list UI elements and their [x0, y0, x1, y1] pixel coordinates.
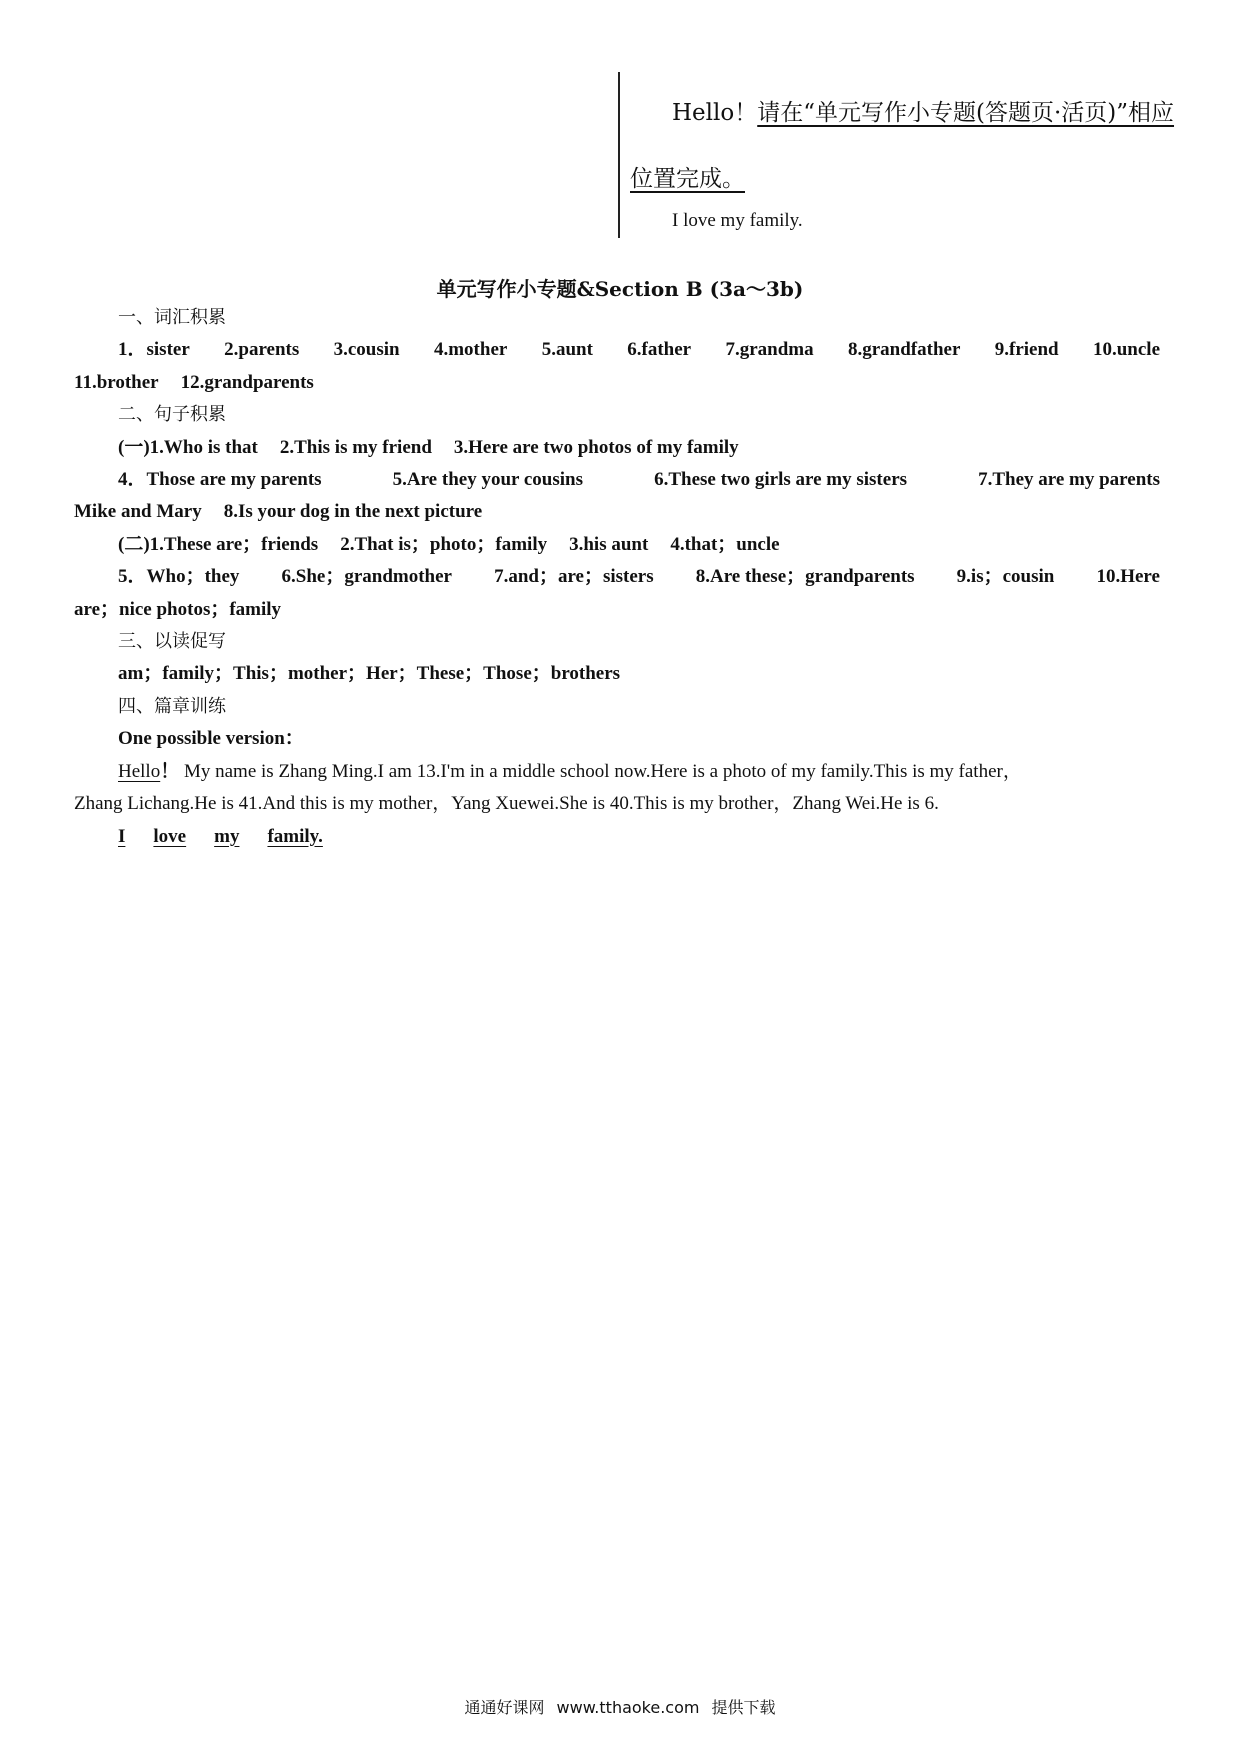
sentence-item: 9.is；cousin	[956, 566, 1055, 588]
section2-line6: are；nice photos；family	[74, 598, 282, 620]
sentence-item: (一)1.Who is that	[118, 436, 258, 458]
vocab-item: 7.grandma	[725, 339, 814, 361]
top-note-closing: I love my family.	[672, 210, 803, 231]
section2-part2	[74, 529, 1160, 561]
top-note-hello: Hello！	[672, 100, 758, 126]
sentence-item: 4．Those are my parents	[118, 469, 322, 491]
essay-line-1	[74, 756, 1160, 788]
closing-word: love	[153, 825, 187, 847]
sentence-item: 5．Who；they	[118, 566, 240, 588]
section1-heading: 一、词汇积累	[118, 307, 226, 328]
sentence-item: 6.These two girls are my sisters	[654, 469, 908, 491]
footer-site-name: 通通好课网	[464, 1698, 545, 1717]
vocab-item: 3.cousin	[333, 339, 400, 361]
section1-items-2	[74, 367, 1160, 399]
page-title: 单元写作小专题&Section B (3a～3b)	[436, 277, 804, 301]
sentence-item: 2.This is my friend	[279, 436, 432, 458]
sentence-item: 6.She；grandmother	[281, 566, 452, 588]
vocab-item: 10.uncle	[1092, 339, 1160, 361]
sentence-item: 8.Are these；grandparents	[695, 566, 915, 588]
section4-heading: 四、篇章训练	[118, 695, 226, 717]
version-label: One possible version：	[118, 728, 304, 750]
top-note-line-1	[672, 94, 1174, 127]
essay-hello: Hello	[118, 760, 161, 782]
section3-heading: 三、以读促写	[118, 631, 226, 653]
section3-answers: am；family；This；mother；Her；These；Those；brothers	[118, 663, 621, 685]
vocab-item: 11.brother	[74, 371, 159, 393]
footer-tail: 提供下载	[711, 1698, 776, 1717]
top-note-instruction-b: 位置完成。	[630, 166, 745, 192]
closing-word: I	[118, 825, 126, 847]
vocab-item: 2.parents	[224, 339, 300, 361]
vocab-item: 4.mother	[433, 339, 508, 361]
vocab-item: 12.grandparents	[180, 371, 314, 393]
sentence-item: 5.Are they your cousins	[392, 469, 583, 491]
page-footer	[0, 1695, 1240, 1718]
section2-line3	[74, 496, 1160, 528]
margin-divider-line	[618, 72, 620, 238]
sentence-item: (二)1.These are；friends	[118, 533, 319, 555]
vocab-item: 8.grandfather	[847, 339, 961, 361]
sentence-item: 3.Here are two photos of my family	[453, 436, 739, 458]
top-note-instruction-a: 请在“单元写作小专题(答题页·活页)”相应	[757, 100, 1175, 126]
sentence-item: Mike and Mary	[74, 501, 202, 523]
sentence-item: 7.They are my parents	[978, 469, 1160, 491]
vocab-item: 9.friend	[994, 339, 1059, 361]
vocab-item: 1．sister	[118, 339, 190, 361]
essay-exclaim: ！	[160, 760, 180, 782]
closing-word: family.	[267, 825, 323, 847]
section2-line5	[74, 561, 1160, 593]
sentence-item: 7.and；are；sisters	[494, 566, 654, 588]
section2-line2	[74, 464, 1160, 496]
sentence-item: 8.Is your dog in the next picture	[223, 501, 483, 523]
sentence-item: 3.his aunt	[569, 533, 649, 555]
vocab-item: 5.aunt	[541, 339, 593, 361]
section2-part1	[74, 432, 1160, 464]
sentence-item: 10.Here	[1096, 566, 1160, 588]
sentence-item: 4.that；uncle	[670, 533, 780, 555]
sentence-item: 2.That is；photo；family	[340, 533, 548, 555]
essay-closing	[74, 821, 1160, 853]
section2-heading: 二、句子积累	[118, 404, 226, 426]
essay-line-2: Zhang Lichang.He is 41.And this is my mother，Yang Xuewei.She is 40.This is my brother，Zhang Wei.He is 6.	[74, 793, 939, 815]
vocab-item: 6.father	[627, 339, 692, 361]
footer-url[interactable]: www.tthaoke.com	[556, 1698, 700, 1717]
answer-body	[74, 302, 1160, 853]
section1-items	[74, 334, 1160, 366]
closing-word: my	[214, 825, 240, 847]
essay-text-1: My name is Zhang Ming.I am 13.I'm in a middle school now.Here is a photo of my family.This is my father，	[179, 760, 1022, 782]
